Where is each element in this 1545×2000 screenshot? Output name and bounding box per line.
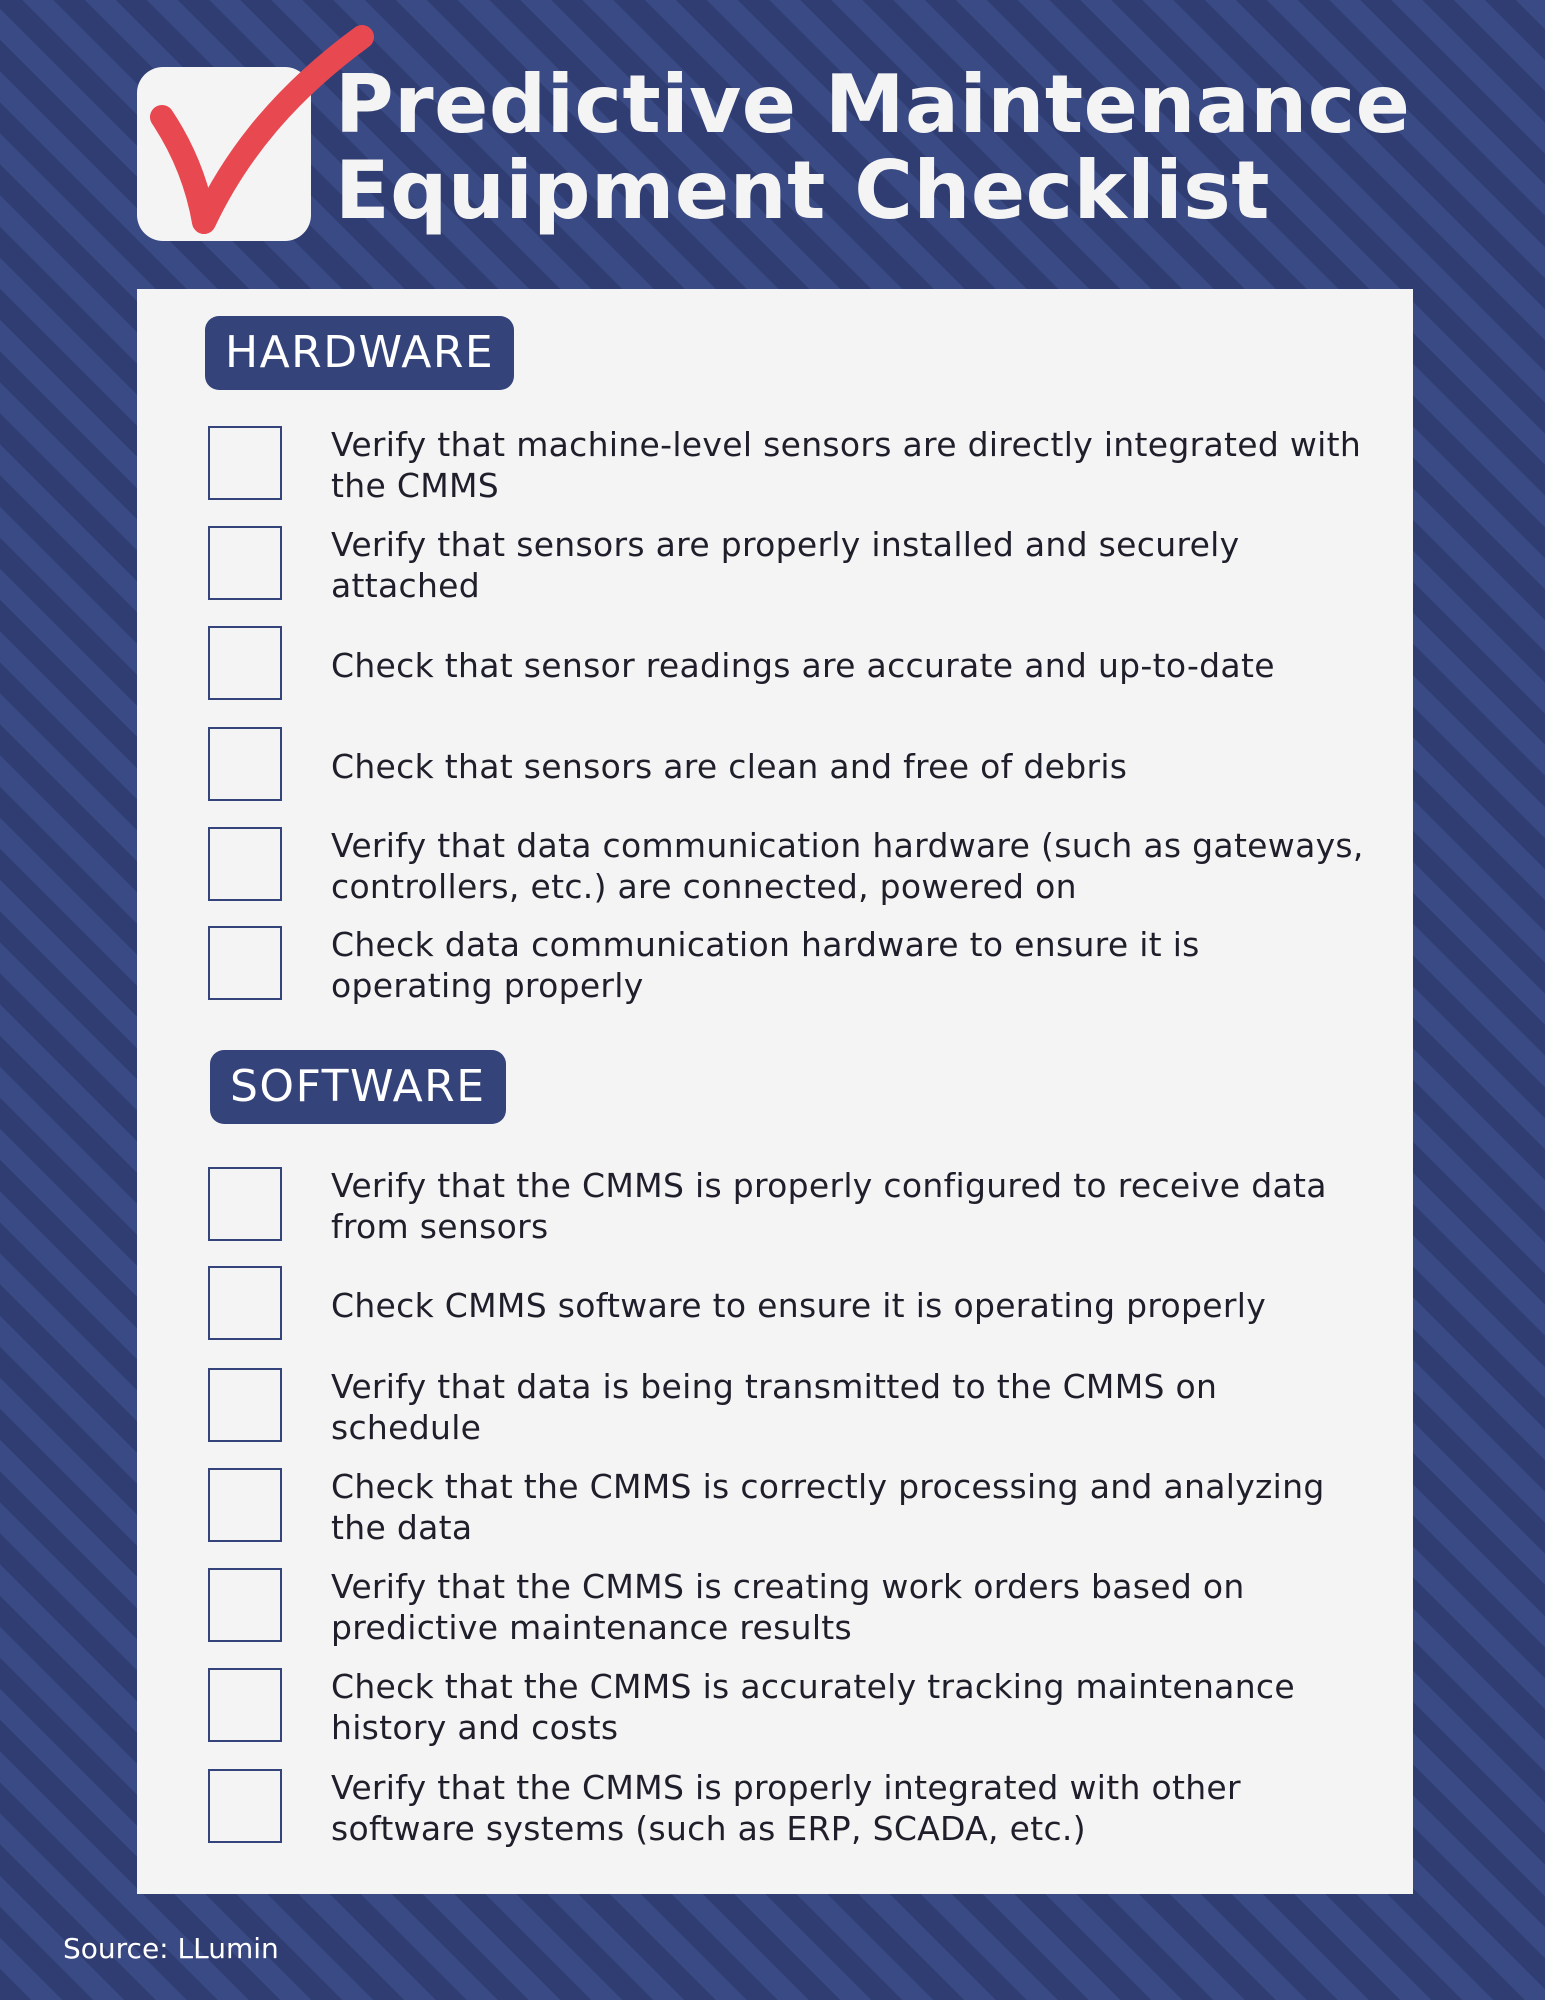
logo [137, 67, 311, 241]
checklist-item [208, 826, 1368, 906]
checklist-item [208, 1367, 1368, 1447]
checkbox[interactable] [208, 1769, 282, 1843]
item-label: Verify that the CMMS is properly configured to receive data from sensors [331, 1166, 1327, 1246]
item-label: Check that sensors are clean and free of debris [331, 746, 1128, 786]
item-label: Check data communication hardware to ensure it is operating properly [331, 925, 1200, 1005]
checklist-card [137, 289, 1413, 1894]
title-line-1: Predictive Maintenance [335, 58, 1411, 151]
checklist-item [208, 1265, 1368, 1345]
checkbox[interactable] [208, 626, 282, 700]
checklist-item [208, 425, 1368, 505]
checkbox[interactable] [208, 727, 282, 801]
checklist-item [208, 1467, 1368, 1547]
source-credit: Source: LLumin [63, 1932, 279, 1965]
checkbox[interactable] [208, 1167, 282, 1241]
checklist-item [208, 726, 1368, 806]
item-label: Verify that the CMMS is properly integrated with other software systems (such as ERP, SCADA, etc.) [331, 1768, 1241, 1848]
checklist-item [208, 1667, 1368, 1747]
checkbox[interactable] [208, 1668, 282, 1742]
checkbox[interactable] [208, 1468, 282, 1542]
checklist-item [208, 625, 1368, 705]
title-line-2: Equipment Checklist [335, 144, 1270, 237]
checkbox[interactable] [208, 1368, 282, 1442]
checklist-item [208, 1166, 1368, 1246]
item-label: Check that the CMMS is correctly processing and analyzing the data [331, 1467, 1325, 1547]
checkbox[interactable] [208, 926, 282, 1000]
checkbox[interactable] [208, 1568, 282, 1642]
item-label: Verify that machine-level sensors are directly integrated with the CMMS [331, 425, 1362, 505]
item-label: Check that sensor readings are accurate and up-to-date [331, 645, 1275, 685]
item-label: Check CMMS software to ensure it is operating properly [331, 1285, 1267, 1325]
software-heading: SOFTWARE [210, 1050, 506, 1124]
checkbox[interactable] [208, 426, 282, 500]
checkbox[interactable] [208, 526, 282, 600]
checklist-item [208, 1567, 1368, 1647]
checkbox[interactable] [208, 1266, 282, 1340]
checklist-item [208, 1768, 1368, 1848]
checklist-item [208, 925, 1368, 1005]
item-label: Verify that data communication hardware (such as gateways, controllers, etc.) are connected, powered on [331, 826, 1364, 906]
item-label: Verify that data is being transmitted to the CMMS on schedule [331, 1367, 1218, 1447]
item-label: Verify that sensors are properly installed and securely attached [331, 525, 1240, 605]
page-title [335, 58, 1411, 237]
checklist-item [208, 525, 1368, 605]
checkbox[interactable] [208, 827, 282, 901]
item-label: Verify that the CMMS is creating work orders based on predictive maintenance results [331, 1567, 1245, 1647]
hardware-heading: HARDWARE [205, 316, 514, 390]
item-label: Check that the CMMS is accurately tracking maintenance history and costs [331, 1667, 1295, 1747]
